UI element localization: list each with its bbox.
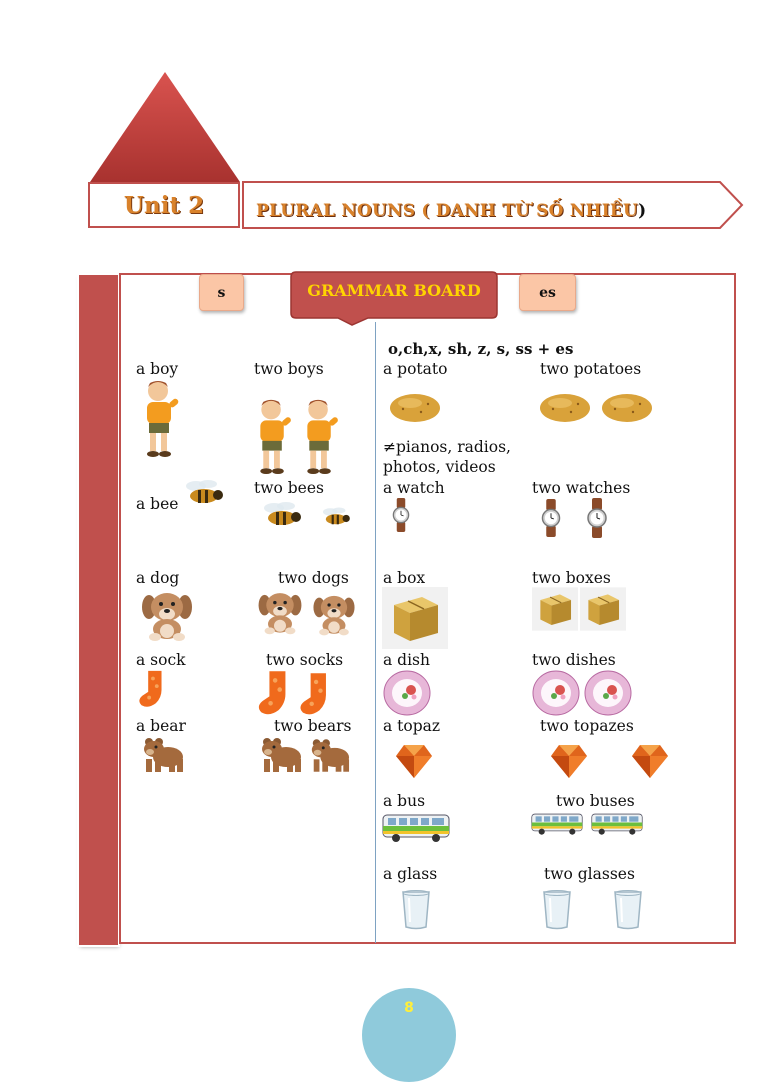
es-singular-dish: a dish xyxy=(383,651,430,669)
sock-icon xyxy=(296,671,334,717)
bear-icon xyxy=(308,738,350,773)
es-plural-potato: two potatoes xyxy=(540,360,642,378)
glass-icon xyxy=(613,890,643,930)
s-plural-dog: two dogs xyxy=(278,569,349,587)
topaz-icon xyxy=(630,742,670,780)
es-plural-box: two boxes xyxy=(532,569,611,587)
glass-icon xyxy=(401,890,431,930)
tab-s: s xyxy=(199,274,244,311)
box-icon xyxy=(532,587,578,631)
es-plural-dish: two dishes xyxy=(532,651,616,669)
potato-icon xyxy=(538,391,592,425)
column-divider xyxy=(375,322,376,943)
topaz-icon xyxy=(394,742,434,780)
page-number: 8 xyxy=(404,1000,414,1016)
es-plural-watch: two watches xyxy=(532,479,631,497)
bear-icon xyxy=(258,737,302,773)
sock-icon xyxy=(136,669,168,709)
dish-icon xyxy=(584,670,632,716)
bear-icon xyxy=(140,737,184,773)
dish-icon xyxy=(383,670,431,716)
es-singular-watch: a watch xyxy=(383,479,445,497)
es-singular-topaz: a topaz xyxy=(383,717,441,735)
potato-icon xyxy=(600,391,654,425)
es-plural-glass: two glasses xyxy=(544,865,635,883)
box-icon xyxy=(580,587,626,631)
es-singular-glass: a glass xyxy=(383,865,438,883)
sock-icon xyxy=(254,669,294,717)
s-singular-sock: a sock xyxy=(136,651,186,669)
bee-icon xyxy=(320,506,352,528)
es-singular-potato: a potato xyxy=(383,360,448,378)
es-rule: o,ch,x, sh, z, s, ss + es xyxy=(388,340,574,358)
watch-icon xyxy=(540,499,562,537)
s-singular-bee: a bee xyxy=(136,495,179,513)
tab-es: es xyxy=(519,274,576,311)
es-singular-bus: a bus xyxy=(383,792,426,810)
s-singular-dog: a dog xyxy=(136,569,180,587)
s-singular-bear: a bear xyxy=(136,717,186,735)
es-plural-topaz: two topazes xyxy=(540,717,634,735)
page-title-close: ) xyxy=(638,201,647,221)
s-singular-boy: a boy xyxy=(136,360,179,378)
grammar-board-title: GRAMMAR BOARD xyxy=(307,281,481,300)
dog-icon xyxy=(256,589,304,635)
s-plural-boy: two boys xyxy=(254,360,324,378)
potato-icon xyxy=(388,391,442,425)
box-icon xyxy=(382,587,448,649)
grammar-board-banner xyxy=(290,271,498,329)
bee-icon xyxy=(260,500,304,530)
bus-icon xyxy=(591,811,643,837)
glass-icon xyxy=(542,890,572,930)
es-plural-bus: two buses xyxy=(556,792,635,810)
topaz-icon xyxy=(549,742,589,780)
bus-icon xyxy=(531,811,583,837)
s-plural-bear: two bears xyxy=(274,717,352,735)
boy-icon xyxy=(251,396,297,476)
bus-icon xyxy=(382,812,450,844)
dog-icon xyxy=(139,589,195,641)
es-singular-box: a box xyxy=(383,569,426,587)
s-plural-sock: two socks xyxy=(266,651,344,669)
page-title xyxy=(256,201,646,221)
bee-icon xyxy=(182,478,226,508)
board-side-bar xyxy=(79,275,118,945)
boy-icon xyxy=(138,377,184,459)
boy-icon xyxy=(298,396,344,476)
dish-icon xyxy=(532,670,580,716)
es-exception: ≠pianos, radios, photos, videos xyxy=(383,438,511,476)
s-plural-bee: two bees xyxy=(254,479,324,497)
unit-label: Unit 2 xyxy=(88,182,240,228)
page-title-text: PLURAL NOUNS ( DANH TỪ SỐ NHIỀU xyxy=(256,201,639,221)
dog-icon xyxy=(311,592,357,636)
decorative-triangle-icon xyxy=(88,72,242,184)
watch-icon xyxy=(390,498,412,532)
watch-icon xyxy=(585,498,609,538)
